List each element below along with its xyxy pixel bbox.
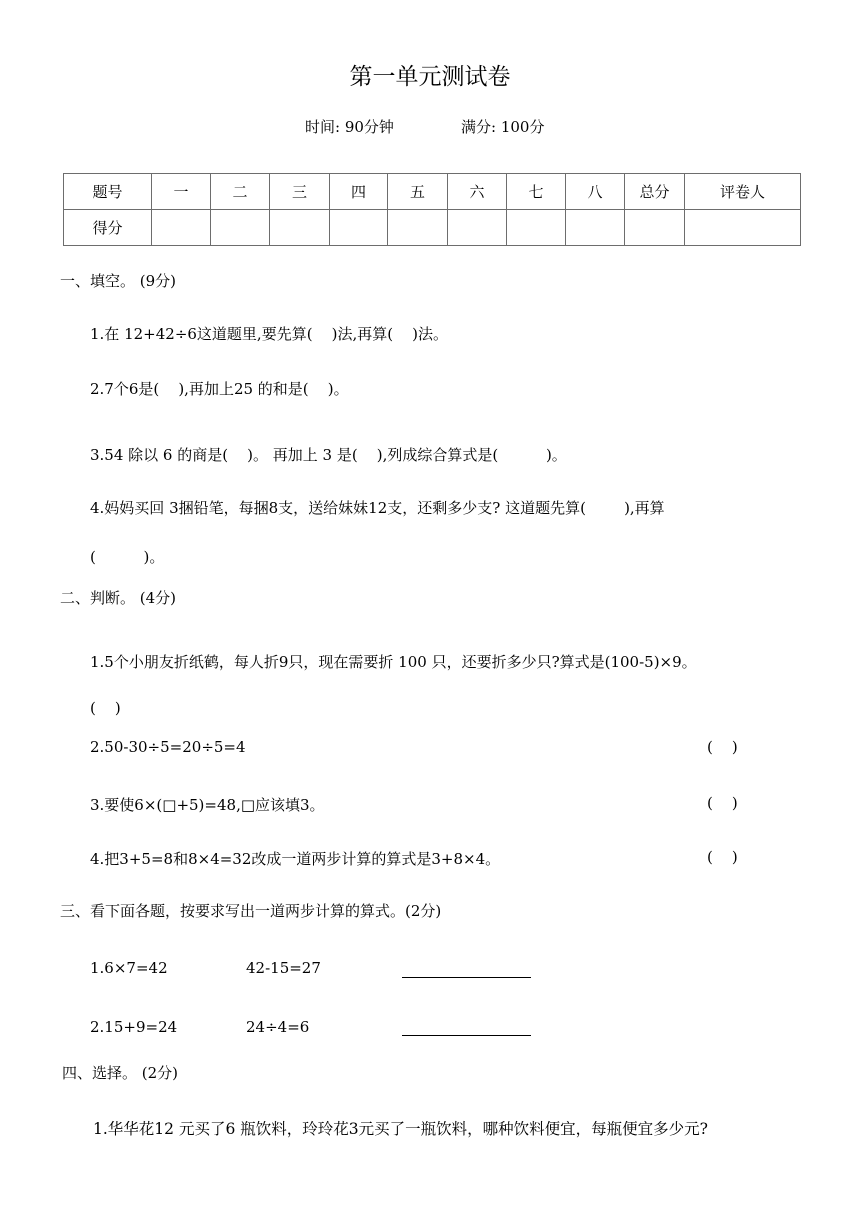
section-1-question-3: 3.54 除以 6 的商是( )。 再加上 3 是( ),列成综合算式是( )。	[90, 446, 567, 464]
exam-time: 时间: 90分钟	[305, 118, 394, 136]
score-cell[interactable]	[625, 210, 685, 246]
score-cell[interactable]	[330, 210, 388, 246]
section-2-question-4: 4.把3+5=8和8×4=32改成一道两步计算的算式是3+8×4。	[90, 850, 501, 868]
full-score: 满分: 100分	[461, 118, 545, 136]
section-2-question-2-answer-paren: ( )	[707, 738, 738, 756]
page-title: 第一单元测试卷	[349, 64, 511, 90]
score-table	[63, 173, 801, 246]
section-1-question-1: 1.在 12+42÷6这道题里,要先算( )法,再算( )法。	[90, 325, 449, 343]
section-3-question-1-step-a: 1.6×7=42	[90, 959, 168, 977]
section-2-heading: 二、判断。 (4分)	[60, 589, 177, 607]
header-cell: 一	[152, 174, 211, 210]
section-2-question-2: 2.50-30÷5=20÷5=4	[90, 738, 246, 756]
section-3-question-2-step-b: 24÷4=6	[246, 1018, 310, 1036]
section-3-question-1-step-b: 42-15=27	[246, 959, 321, 977]
header-cell: 题号	[64, 174, 152, 210]
section-2-question-3-answer-paren: ( )	[707, 794, 738, 812]
section-2-question-3: 3.要使6×(□+5)=48,□应该填3。	[90, 796, 325, 814]
score-cell[interactable]	[448, 210, 507, 246]
header-cell: 二	[211, 174, 270, 210]
section-3-heading: 三、看下面各题，按要求写出一道两步计算的算式。(2分)	[60, 902, 442, 920]
header-cell: 评卷人	[685, 174, 801, 210]
section-4-question-1: 1.华华花12 元买了6 瓶饮料，玲玲花3元买了一瓶饮料，哪种饮料便宜，每瓶便宜多少元?	[93, 1120, 708, 1138]
section-2-question-1: 1.5个小朋友折纸鹤，每人折9只，现在需要折 100 只，还要折多少只?算式是(100-5)×9。	[90, 653, 697, 671]
section-1-question-4: 4.妈妈买回 3捆铅笔，每捆8支，送给妹妹12支，还剩多少支? 这道题先算( ),再算	[90, 499, 665, 517]
score-cell[interactable]	[270, 210, 330, 246]
score-table-header-row	[64, 174, 801, 210]
score-cell[interactable]	[152, 210, 211, 246]
section-1-heading: 一、填空。 (9分)	[60, 272, 177, 290]
score-table-score-row	[64, 210, 801, 246]
header-cell: 六	[448, 174, 507, 210]
section-3-question-2-step-a: 2.15+9=24	[90, 1018, 178, 1036]
header-cell: 四	[330, 174, 388, 210]
score-cell[interactable]	[388, 210, 448, 246]
section-3-question-1-answer-line[interactable]	[402, 977, 531, 978]
score-row-label: 得分	[64, 210, 152, 246]
section-1-question-4-continued: ( )。	[90, 548, 165, 566]
score-cell[interactable]	[211, 210, 270, 246]
section-2-question-4-answer-paren: ( )	[707, 848, 738, 866]
score-cell[interactable]	[685, 210, 801, 246]
header-cell: 五	[388, 174, 448, 210]
header-cell: 八	[566, 174, 625, 210]
section-3-question-2-answer-line[interactable]	[402, 1035, 531, 1036]
header-cell: 总分	[625, 174, 685, 210]
header-cell: 三	[270, 174, 330, 210]
section-1-question-2: 2.7个6是( ),再加上25 的和是( )。	[90, 380, 349, 398]
section-2-question-1-answer-paren: ( )	[90, 699, 121, 717]
score-cell[interactable]	[507, 210, 566, 246]
section-4-heading: 四、选择。 (2分)	[62, 1064, 179, 1082]
score-cell[interactable]	[566, 210, 625, 246]
header-cell: 七	[507, 174, 566, 210]
